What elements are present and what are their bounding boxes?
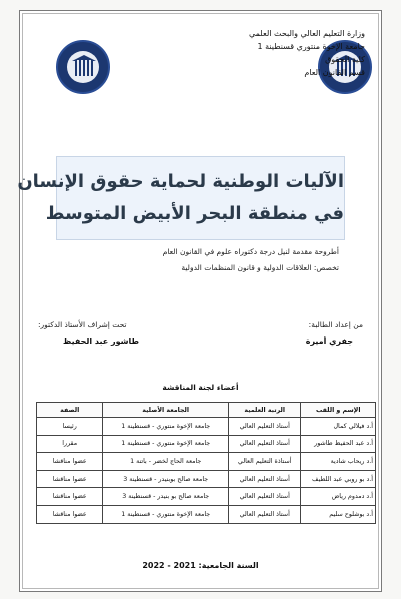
header-university: الجامعة الأصلية: [103, 403, 229, 418]
thesis-title-line1: الآليات الوطنية لحماية حقوق الإنسان: [17, 171, 344, 192]
thesis-specialty: تخصص: العلاقات الدولية و قانون المنظمات الدولية: [181, 263, 339, 272]
supervisor-name: طاشور عبد الحفيظ: [63, 337, 140, 346]
table-row: [37, 470, 376, 488]
ministry-label: وزارة التعليم العالي والبحث العلمي: [249, 29, 365, 38]
committee-title: أعضاء لجنة المناقشة: [162, 383, 239, 392]
header-name: الإسم و اللقب: [301, 403, 376, 418]
table-row: [37, 488, 376, 506]
title-box: [17, 156, 345, 240]
member-rank: أستاذ التعليم العالي: [228, 435, 300, 453]
academic-year: السنة الجامعية: 2021 - 2022: [142, 561, 259, 570]
member-name: أ.د بو روبي عبد اللطيف: [301, 470, 376, 488]
supervisor-label: تحت إشراف الأستاذ الدكتور:: [38, 320, 127, 329]
member-name: أ.د عبد الحفيظ طاشور: [301, 435, 376, 453]
member-university: جامعة الإخوة منتوري - قسنطينة 1: [103, 505, 229, 523]
member-university: جامعة الإخوة منتوري - قسنطينة 1: [103, 435, 229, 453]
member-university: جامعة الإخوة منتوري - قسنطينة 1: [103, 418, 229, 436]
institution-header: [249, 27, 365, 79]
committee-table: [36, 402, 376, 524]
university-label: جامعة الإخوة منتوري قسنطينة 1: [257, 42, 365, 51]
header-rank: الرتبة العلمية: [228, 403, 300, 418]
faculty-label: كلية الحقوق: [325, 55, 365, 64]
member-rank: أستاذ التعليم العالي: [228, 418, 300, 436]
table-row: [37, 505, 376, 523]
header-role: الصفة: [37, 403, 103, 418]
thesis-title-line2: في منطقة البحر الأبيض المتوسط: [45, 203, 344, 224]
member-university: جامعة الحاج لخضر - باتنة 1: [103, 453, 229, 471]
member-role: عضوا مناقشا: [37, 453, 103, 471]
member-role: عضوا مناقشا: [37, 488, 103, 506]
member-name: أ.د بوشلوح سليم: [301, 505, 376, 523]
member-rank: أستاذ التعليم العالي: [228, 470, 300, 488]
member-name: أ.د فيلالي كمال: [301, 418, 376, 436]
table-row: [37, 418, 376, 436]
thesis-description: أطروحة مقدمة لنيل درجة دكتوراه علوم في القانون العام: [162, 247, 339, 256]
member-name: أ.د دمدوم رياض: [301, 488, 376, 506]
university-seal-icon-left: [56, 40, 110, 94]
table-row: [37, 435, 376, 453]
member-university: جامعة صالح بوبنيدر - قسنطينة 3: [103, 470, 229, 488]
member-rank: أستاذة التعليم العالي: [228, 453, 300, 471]
member-rank: أستاذ التعليم العالي: [228, 488, 300, 506]
student-name: جفري أميرة: [305, 337, 353, 346]
member-role: عضوا مناقشا: [37, 470, 103, 488]
student-label: من إعداد الطالبة:: [308, 320, 363, 329]
table-row: [37, 453, 376, 471]
department-label: قسم القانون العام: [304, 68, 365, 77]
member-role: عضوا مناقشا: [37, 505, 103, 523]
member-university: جامعة صالح بو بنيدر - قسنطينة 3: [103, 488, 229, 506]
member-role: رئيسا: [37, 418, 103, 436]
member-rank: أستاذ التعليم العالي: [228, 505, 300, 523]
member-role: مقررا: [37, 435, 103, 453]
table-header-row: [37, 403, 376, 418]
member-name: أ.د ريحاب شادية: [301, 453, 376, 471]
